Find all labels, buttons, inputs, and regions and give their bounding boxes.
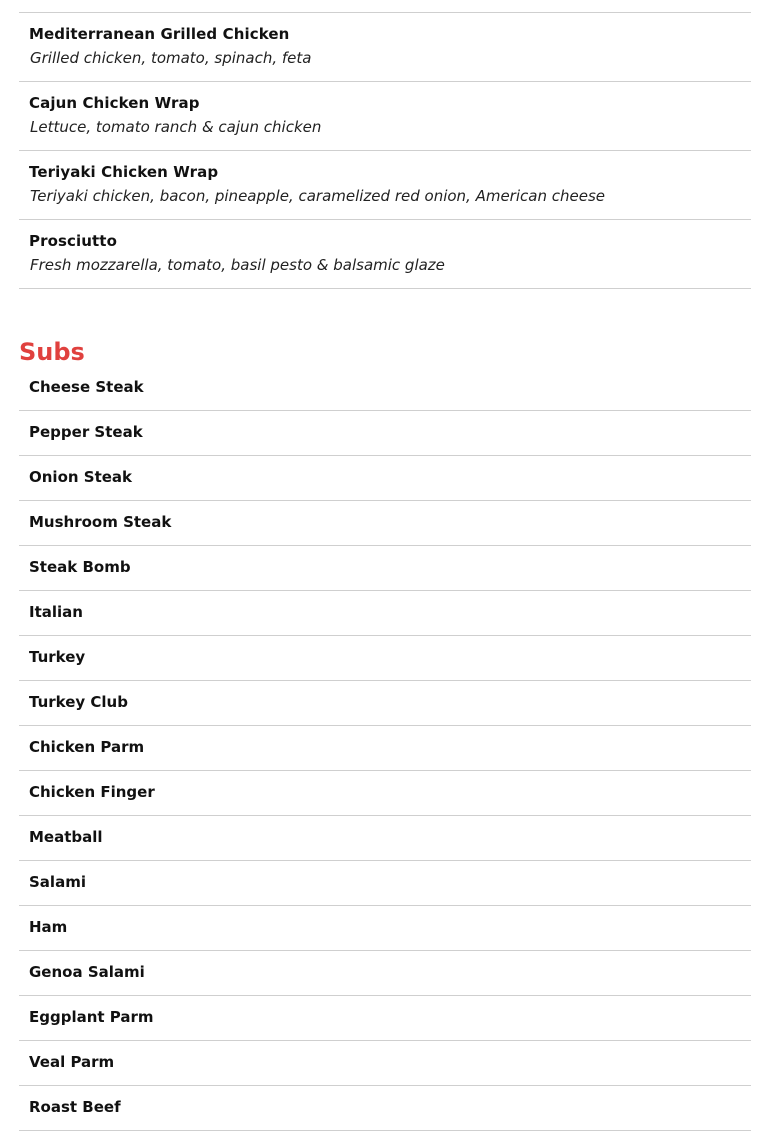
list-item[interactable] [19,816,751,861]
list-item[interactable] [19,501,751,546]
menu-item-name: Prosciutto [29,232,117,250]
sub-item-name: Salami [29,873,86,891]
list-item[interactable] [19,906,751,951]
subs-list [19,366,751,1131]
list-item[interactable] [19,861,751,906]
menu-item-name: Cajun Chicken Wrap [29,94,200,112]
menu-item-description: Grilled chicken, tomato, spinach, feta [30,49,312,67]
section-heading-subs: Subs [19,338,85,366]
sub-item-name: Meatball [29,828,103,846]
menu-item-name: Teriyaki Chicken Wrap [29,163,219,181]
list-item[interactable] [19,1086,751,1131]
menu-item-mediterranean-grilled-chicken[interactable] [19,13,751,82]
list-item[interactable] [19,951,751,996]
sub-item-name: Cheese Steak [29,378,144,396]
sub-item-name: Veal Parm [29,1053,115,1071]
list-item[interactable] [19,726,751,771]
sub-item-name: Chicken Finger [29,783,155,801]
sub-item-name: Roast Beef [29,1098,121,1116]
sub-item-name: Italian [29,603,83,621]
sub-item-name: Mushroom Steak [29,513,172,531]
list-item[interactable] [19,591,751,636]
sub-item-name: Steak Bomb [29,558,131,576]
menu-item-teriyaki-chicken-wrap[interactable] [19,151,751,220]
sub-item-name: Pepper Steak [29,423,143,441]
list-item[interactable] [19,681,751,726]
sub-item-name: Onion Steak [29,468,133,486]
menu-item-description: Lettuce, tomato ranch & cajun chicken [30,118,322,136]
list-item[interactable] [19,366,751,411]
sub-item-name: Ham [29,918,68,936]
menu-item-prosciutto[interactable] [19,220,751,289]
menu-item-description: Teriyaki chicken, bacon, pineapple, caramelized red onion, American cheese [30,187,605,205]
menu-item-cajun-chicken-wrap[interactable] [19,82,751,151]
list-item[interactable] [19,456,751,501]
sub-item-name: Turkey Club [29,693,128,711]
list-item[interactable] [19,1041,751,1086]
sub-item-name: Turkey [29,648,86,666]
menu-item-description: Fresh mozzarella, tomato, basil pesto & balsamic glaze [30,256,445,274]
list-item[interactable] [19,636,751,681]
sub-item-name: Eggplant Parm [29,1008,154,1026]
list-item[interactable] [19,771,751,816]
sub-item-name: Chicken Parm [29,738,145,756]
list-item[interactable] [19,411,751,456]
list-item[interactable] [19,996,751,1041]
list-item[interactable] [19,546,751,591]
menu-item-name: Mediterranean Grilled Chicken [29,25,290,43]
sub-item-name: Genoa Salami [29,963,145,981]
